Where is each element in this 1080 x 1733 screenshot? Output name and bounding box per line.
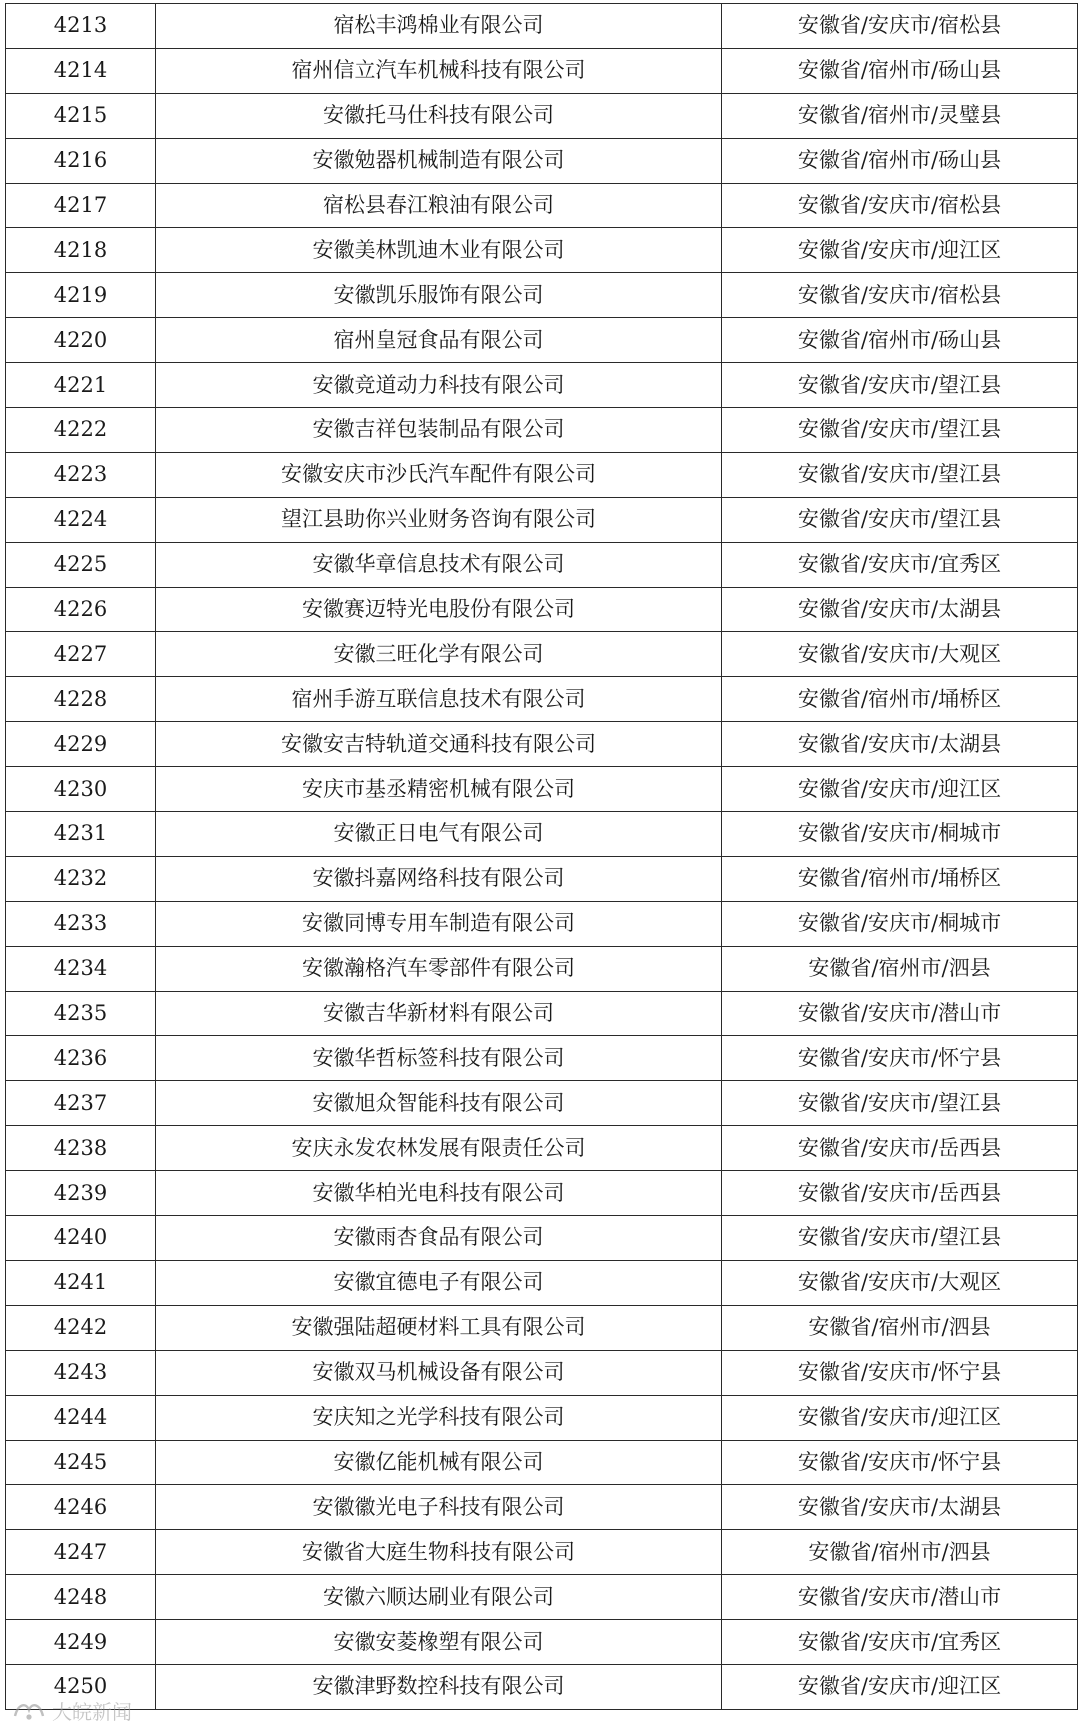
company-name-cell: 宿松丰鸿棉业有限公司 xyxy=(156,4,722,49)
company-name-cell: 安徽华哲标签科技有限公司 xyxy=(156,1036,722,1081)
company-name-cell: 安徽华章信息技术有限公司 xyxy=(156,542,722,587)
region-cell: 安徽省/安庆市/怀宁县 xyxy=(722,1036,1078,1081)
row-number-cell: 4214 xyxy=(6,48,156,93)
company-name-cell: 望江县助你兴业财务咨询有限公司 xyxy=(156,497,722,542)
region-cell: 安徽省/安庆市/宿松县 xyxy=(722,183,1078,228)
company-name-cell: 安徽安庆市沙氏汽车配件有限公司 xyxy=(156,452,722,497)
company-name-cell: 安徽华柏光电科技有限公司 xyxy=(156,1171,722,1216)
table-row xyxy=(6,946,1078,991)
region-cell: 安徽省/安庆市/宜秀区 xyxy=(722,1620,1078,1665)
region-cell: 安徽省/宿州市/泗县 xyxy=(722,1530,1078,1575)
region-cell: 安徽省/宿州市/埇桥区 xyxy=(722,856,1078,901)
table-row xyxy=(6,138,1078,183)
company-name-cell: 安徽安菱橡塑有限公司 xyxy=(156,1620,722,1665)
company-name-cell: 安徽托马仕科技有限公司 xyxy=(156,93,722,138)
table-row xyxy=(6,1620,1078,1665)
company-name-cell: 安徽省大庭生物科技有限公司 xyxy=(156,1530,722,1575)
row-number-cell: 4248 xyxy=(6,1575,156,1620)
row-number-cell: 4217 xyxy=(6,183,156,228)
row-number-cell: 4218 xyxy=(6,228,156,273)
table-row xyxy=(6,1305,1078,1350)
row-number-cell: 4250 xyxy=(6,1664,156,1709)
table-row xyxy=(6,856,1078,901)
company-name-cell: 安徽抖嘉网络科技有限公司 xyxy=(156,856,722,901)
region-cell: 安徽省/安庆市/桐城市 xyxy=(722,901,1078,946)
table-row xyxy=(6,632,1078,677)
row-number-cell: 4238 xyxy=(6,1126,156,1171)
table-row xyxy=(6,1126,1078,1171)
company-name-cell: 安庆永发农林发展有限责任公司 xyxy=(156,1126,722,1171)
table-row xyxy=(6,1395,1078,1440)
region-cell: 安徽省/安庆市/大观区 xyxy=(722,632,1078,677)
row-number-cell: 4237 xyxy=(6,1081,156,1126)
row-number-cell: 4228 xyxy=(6,677,156,722)
table-row xyxy=(6,1664,1078,1709)
row-number-cell: 4221 xyxy=(6,363,156,408)
table-row xyxy=(6,318,1078,363)
table-row xyxy=(6,1485,1078,1530)
region-cell: 安徽省/安庆市/太湖县 xyxy=(722,587,1078,632)
row-number-cell: 4236 xyxy=(6,1036,156,1081)
company-name-cell: 安徽徽光电子科技有限公司 xyxy=(156,1485,722,1530)
company-name-cell: 安徽强陆超硬材料工具有限公司 xyxy=(156,1305,722,1350)
region-cell: 安徽省/安庆市/岳西县 xyxy=(722,1126,1078,1171)
row-number-cell: 4216 xyxy=(6,138,156,183)
logo-icon xyxy=(12,1700,46,1722)
region-cell: 安徽省/安庆市/太湖县 xyxy=(722,722,1078,767)
company-name-cell: 安徽安吉特轨道交通科技有限公司 xyxy=(156,722,722,767)
company-name-cell: 安徽津野数控科技有限公司 xyxy=(156,1664,722,1709)
region-cell: 安徽省/宿州市/灵璧县 xyxy=(722,93,1078,138)
region-cell: 安徽省/安庆市/潜山市 xyxy=(722,1575,1078,1620)
table-body xyxy=(6,4,1078,1710)
region-cell: 安徽省/安庆市/岳西县 xyxy=(722,1171,1078,1216)
table-row xyxy=(6,991,1078,1036)
row-number-cell: 4247 xyxy=(6,1530,156,1575)
table-row xyxy=(6,722,1078,767)
region-cell: 安徽省/安庆市/宜秀区 xyxy=(722,542,1078,587)
company-name-cell: 安徽美林凯迪木业有限公司 xyxy=(156,228,722,273)
watermark xyxy=(12,1696,132,1725)
region-cell: 安徽省/安庆市/望江县 xyxy=(722,452,1078,497)
table-row xyxy=(6,767,1078,812)
row-number-cell: 4245 xyxy=(6,1440,156,1485)
region-cell: 安徽省/安庆市/迎江区 xyxy=(722,767,1078,812)
region-cell: 安徽省/安庆市/大观区 xyxy=(722,1260,1078,1305)
table-row xyxy=(6,1350,1078,1395)
row-number-cell: 4241 xyxy=(6,1260,156,1305)
company-list-table xyxy=(5,3,1078,1710)
company-name-cell: 安徽宜德电子有限公司 xyxy=(156,1260,722,1305)
company-name-cell: 安徽吉祥包装制品有限公司 xyxy=(156,408,722,453)
row-number-cell: 4232 xyxy=(6,856,156,901)
region-cell: 安徽省/宿州市/砀山县 xyxy=(722,48,1078,93)
region-cell: 安徽省/安庆市/迎江区 xyxy=(722,1664,1078,1709)
row-number-cell: 4230 xyxy=(6,767,156,812)
table-row xyxy=(6,812,1078,857)
table-row xyxy=(6,901,1078,946)
row-number-cell: 4235 xyxy=(6,991,156,1036)
company-name-cell: 安徽亿能机械有限公司 xyxy=(156,1440,722,1485)
company-name-cell: 安徽正日电气有限公司 xyxy=(156,812,722,857)
row-number-cell: 4224 xyxy=(6,497,156,542)
watermark-text: 大皖新闻 xyxy=(52,1700,132,1724)
region-cell: 安徽省/安庆市/怀宁县 xyxy=(722,1350,1078,1395)
table-row xyxy=(6,1081,1078,1126)
company-name-cell: 安徽吉华新材料有限公司 xyxy=(156,991,722,1036)
row-number-cell: 4213 xyxy=(6,4,156,49)
company-name-cell: 安徽瀚格汽车零部件有限公司 xyxy=(156,946,722,991)
region-cell: 安徽省/宿州市/泗县 xyxy=(722,946,1078,991)
table-row xyxy=(6,4,1078,49)
table-row xyxy=(6,273,1078,318)
table-row xyxy=(6,183,1078,228)
table-row xyxy=(6,542,1078,587)
company-name-cell: 宿松县春江粮油有限公司 xyxy=(156,183,722,228)
table-row xyxy=(6,1171,1078,1216)
company-name-cell: 安徽竞道动力科技有限公司 xyxy=(156,363,722,408)
row-number-cell: 4220 xyxy=(6,318,156,363)
company-name-cell: 安徽凯乐服饰有限公司 xyxy=(156,273,722,318)
region-cell: 安徽省/安庆市/望江县 xyxy=(722,497,1078,542)
company-name-cell: 宿州皇冠食品有限公司 xyxy=(156,318,722,363)
row-number-cell: 4227 xyxy=(6,632,156,677)
table-row xyxy=(6,587,1078,632)
row-number-cell: 4219 xyxy=(6,273,156,318)
row-number-cell: 4222 xyxy=(6,408,156,453)
company-name-cell: 安徽旭众智能科技有限公司 xyxy=(156,1081,722,1126)
region-cell: 安徽省/宿州市/埇桥区 xyxy=(722,677,1078,722)
row-number-cell: 4233 xyxy=(6,901,156,946)
table-row xyxy=(6,1530,1078,1575)
table-row xyxy=(6,497,1078,542)
region-cell: 安徽省/安庆市/望江县 xyxy=(722,408,1078,453)
region-cell: 安徽省/安庆市/桐城市 xyxy=(722,812,1078,857)
table-row xyxy=(6,48,1078,93)
row-number-cell: 4215 xyxy=(6,93,156,138)
table-row xyxy=(6,408,1078,453)
table-row xyxy=(6,1440,1078,1485)
row-number-cell: 4231 xyxy=(6,812,156,857)
table-row xyxy=(6,452,1078,497)
row-number-cell: 4234 xyxy=(6,946,156,991)
company-name-cell: 安庆知之光学科技有限公司 xyxy=(156,1395,722,1440)
table-row xyxy=(6,1036,1078,1081)
company-name-cell: 安庆市基丞精密机械有限公司 xyxy=(156,767,722,812)
row-number-cell: 4246 xyxy=(6,1485,156,1530)
region-cell: 安徽省/宿州市/泗县 xyxy=(722,1305,1078,1350)
region-cell: 安徽省/安庆市/潜山市 xyxy=(722,991,1078,1036)
company-name-cell: 安徽雨杏食品有限公司 xyxy=(156,1216,722,1261)
region-cell: 安徽省/安庆市/望江县 xyxy=(722,1216,1078,1261)
table-row xyxy=(6,1216,1078,1261)
company-name-cell: 安徽同博专用车制造有限公司 xyxy=(156,901,722,946)
company-name-cell: 宿州手游互联信息技术有限公司 xyxy=(156,677,722,722)
row-number-cell: 4225 xyxy=(6,542,156,587)
table-row xyxy=(6,363,1078,408)
row-number-cell: 4239 xyxy=(6,1171,156,1216)
company-name-cell: 安徽勉器机械制造有限公司 xyxy=(156,138,722,183)
row-number-cell: 4226 xyxy=(6,587,156,632)
region-cell: 安徽省/宿州市/砀山县 xyxy=(722,138,1078,183)
region-cell: 安徽省/安庆市/望江县 xyxy=(722,1081,1078,1126)
region-cell: 安徽省/宿州市/砀山县 xyxy=(722,318,1078,363)
row-number-cell: 4243 xyxy=(6,1350,156,1395)
region-cell: 安徽省/安庆市/怀宁县 xyxy=(722,1440,1078,1485)
company-name-cell: 安徽赛迈特光电股份有限公司 xyxy=(156,587,722,632)
row-number-cell: 4223 xyxy=(6,452,156,497)
region-cell: 安徽省/安庆市/迎江区 xyxy=(722,1395,1078,1440)
row-number-cell: 4249 xyxy=(6,1620,156,1665)
company-name-cell: 宿州信立汽车机械科技有限公司 xyxy=(156,48,722,93)
table-row xyxy=(6,677,1078,722)
region-cell: 安徽省/安庆市/迎江区 xyxy=(722,228,1078,273)
region-cell: 安徽省/安庆市/宿松县 xyxy=(722,4,1078,49)
company-name-cell: 安徽六顺达刷业有限公司 xyxy=(156,1575,722,1620)
table-row xyxy=(6,1260,1078,1305)
region-cell: 安徽省/安庆市/太湖县 xyxy=(722,1485,1078,1530)
region-cell: 安徽省/安庆市/望江县 xyxy=(722,363,1078,408)
row-number-cell: 4242 xyxy=(6,1305,156,1350)
table-row xyxy=(6,228,1078,273)
company-name-cell: 安徽双马机械设备有限公司 xyxy=(156,1350,722,1395)
table-row xyxy=(6,1575,1078,1620)
company-name-cell: 安徽三旺化学有限公司 xyxy=(156,632,722,677)
row-number-cell: 4244 xyxy=(6,1395,156,1440)
row-number-cell: 4229 xyxy=(6,722,156,767)
region-cell: 安徽省/安庆市/宿松县 xyxy=(722,273,1078,318)
table-row xyxy=(6,93,1078,138)
row-number-cell: 4240 xyxy=(6,1216,156,1261)
